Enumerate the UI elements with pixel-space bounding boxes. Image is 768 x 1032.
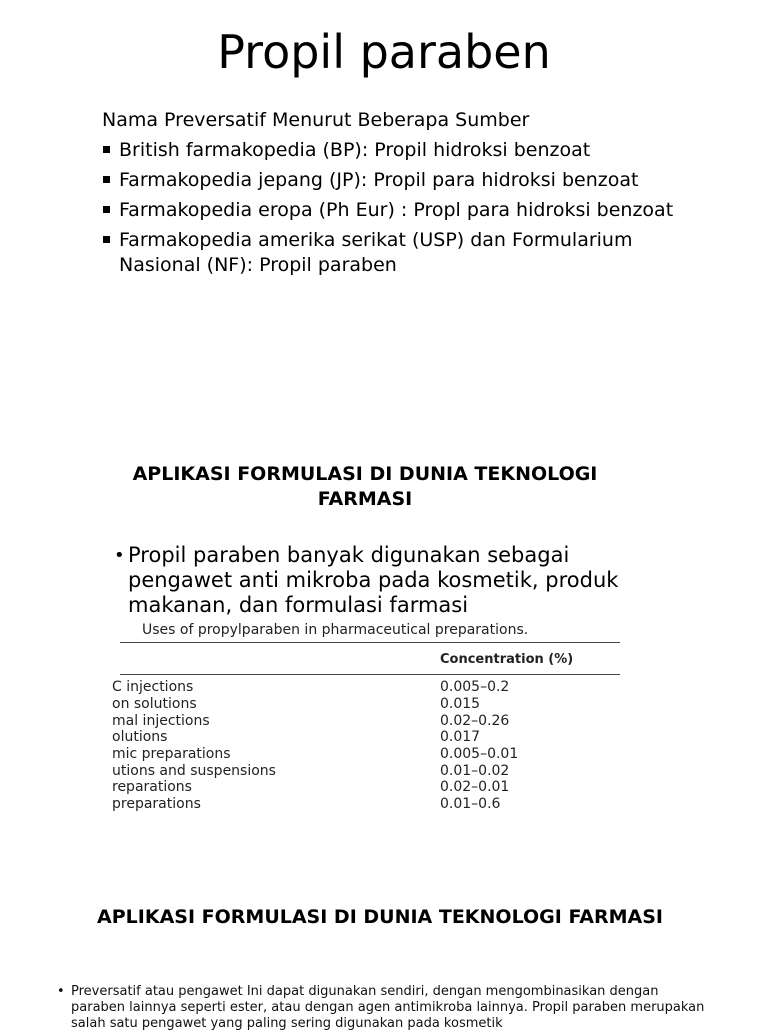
list-item (102, 168, 702, 193)
table-caption: Uses of propylparaben in pharmaceutical preparations. (142, 622, 529, 638)
table-row (112, 679, 632, 696)
list-item (102, 138, 702, 163)
table-row (112, 779, 632, 796)
square-bullet-icon (103, 206, 110, 213)
table-cell-use: mic preparations (112, 746, 231, 762)
table-row (112, 729, 632, 746)
body-bullet (114, 543, 674, 618)
list-item (102, 198, 702, 223)
list-item-text: Farmakopedia jepang (JP): Propil para hidroksi benzoat (119, 169, 639, 191)
square-bullet-icon (103, 176, 110, 183)
table-row (112, 713, 632, 730)
table-cell-concentration: 0.02–0.01 (440, 779, 510, 795)
list-item (102, 228, 702, 278)
table-cell-concentration: 0.01–0.02 (440, 763, 510, 779)
body-text-2: Preversatif atau pengawet Ini dapat digunakan sendiri, dengan mengombinasikan dengan paraben lainnya seperti ester, atau dengan agen antimikroba lainnya. Propil paraben merupakan salah satu pengawet yang paling sering digunakan pada kosmetik (71, 984, 705, 1031)
round-bullet-icon: • (114, 545, 125, 566)
list-item-text: Farmakopedia amerika serikat (USP) dan Formularium Nasional (NF): Propil paraben (119, 229, 633, 276)
table-header-rule (120, 674, 620, 675)
table-cell-concentration: 0.017 (440, 729, 481, 745)
table-cell-use: reparations (112, 779, 192, 795)
body-text: Propil paraben banyak digunakan sebagai pengawet anti mikroba pada kosmetik, produk makanan, dan formulasi farmasi (128, 543, 619, 617)
table-row (112, 763, 632, 780)
table-top-rule (120, 642, 620, 643)
table-row (112, 746, 632, 763)
uses-table-image (112, 618, 632, 824)
table-row (112, 696, 632, 713)
list-item-text: Farmakopedia eropa (Ph Eur) : Propl para hidroksi benzoat (119, 199, 674, 221)
square-bullet-icon (103, 146, 110, 153)
slide-subtitle: Nama Preversatif Menurut Beberapa Sumber (102, 109, 530, 131)
table-cell-use: preparations (112, 796, 201, 812)
square-bullet-icon (103, 236, 110, 243)
table-column-header: Concentration (%) (440, 652, 574, 667)
round-bullet-icon: • (57, 984, 65, 999)
table-cell-use: on solutions (112, 696, 197, 712)
slide-title: Propil paraben (217, 25, 551, 79)
list-item-text: British farmakopedia (BP): Propil hidroksi benzoat (119, 139, 591, 161)
table-cell-concentration: 0.005–0.2 (440, 679, 510, 695)
table-cell-concentration: 0.01–0.6 (440, 796, 501, 812)
synonym-list (102, 138, 702, 283)
table-cell-use: mal injections (112, 713, 210, 729)
table-cell-use: C injections (112, 679, 194, 695)
table-cell-concentration: 0.015 (440, 696, 481, 712)
body-bullet-2 (57, 984, 707, 1032)
table-cell-concentration: 0.02–0.26 (440, 713, 510, 729)
table-row (112, 796, 632, 813)
table-cell-use: olutions (112, 729, 168, 745)
section-heading: APLIKASI FORMULASI DI DUNIA TEKNOLOGI FARMASI (132, 463, 598, 510)
table-cell-use: utions and suspensions (112, 763, 276, 779)
section-heading-2: APLIKASI FORMULASI DI DUNIA TEKNOLOGI FARMASI (97, 906, 663, 928)
table-cell-concentration: 0.005–0.01 (440, 746, 519, 762)
